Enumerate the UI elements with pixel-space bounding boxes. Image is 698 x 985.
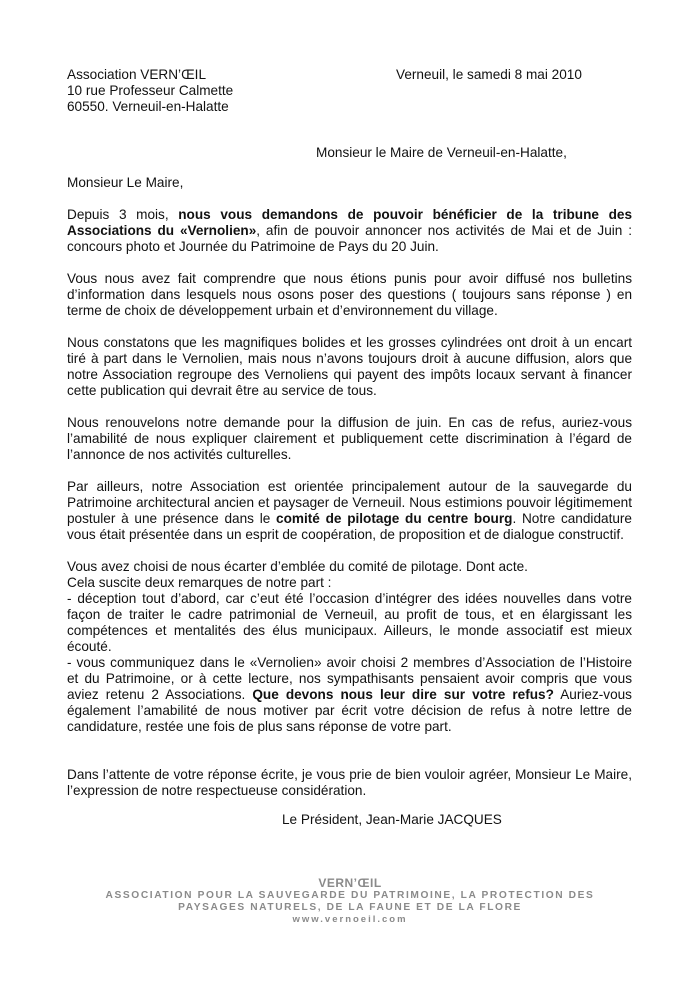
sender-city: 60550. Verneuil-en-Halatte [67, 99, 229, 114]
recipient: Monsieur le Maire de Verneuil-en-Halatte, [316, 145, 567, 160]
paragraph-3: Nous constatons que les magnifiques bolides et les grosses cylindrées ont droit à un encart tiré à part dans le Vernolien, mais nous n’avons toujours droit à aucune diffusion, alors que notre Association regroupe des Vernoliens qui payent des impôts locaux servant à financer cette publication qui devrait être au service de tous. [67, 335, 632, 398]
paragraph-5-emphasis: comité de pilotage du centre bourg [276, 511, 513, 526]
salutation: Monsieur Le Maire, [67, 175, 184, 190]
footer-tagline-2: PAYSAGES NATURELS, DE LA FAUNE ET DE LA FLORE [178, 902, 522, 913]
footer-tagline-1: ASSOCIATION POUR LA SAUVEGARDE DU PATRIMOINE, LA PROTECTION DES [105, 890, 595, 901]
sender-name: Association VERN’ŒIL [67, 67, 207, 82]
sender-address [67, 67, 233, 115]
paragraph-5-text-c: . Notre candidature vous était présentée dans un esprit de coopération, de proposition et de dialogue constructif. [67, 511, 632, 542]
paragraph-4: Nous renouvelons notre demande pour la diffusion de juin. En cas de refus, auriez-vous l’amabilité de nous expliquer clairement et publiquement cette discrimination à l’égard de l’annonce de nos activités culturelles. [67, 415, 632, 462]
closing-paragraph: Dans l’attente de votre réponse écrite, je vous prie de bien vouloir agréer, Monsieur Le Maire, l’expression de notre respectueuse considération. [67, 767, 632, 798]
sender-street: 10 rue Professeur Calmette [67, 83, 234, 98]
paragraph-5-text-a: Par ailleurs, notre Association est orientée principalement autour de la sauvegarde du Patrimoine architectural ancien et paysager de Verneuil. Nous estimions pouvoir légitimement postuler à une présence dans le [67, 479, 632, 526]
paragraph-6-line-2: Cela suscite deux remarques de notre part : [67, 575, 332, 590]
place-date: Verneuil, le samedi 8 mai 2010 [396, 67, 582, 82]
remark-2-text-a: - vous communiquez dans le «Vernolien» avoir choisi 2 membres d’Association de l’Histoire et du Patrimoine, or à cette lecture, nos sympathisants pensaient avoir compris que vous aviez retenu 2 Associations. [67, 655, 632, 702]
paragraph-6-line-1: Vous avez choisi de nous écarter d’emblée du comité de pilotage. Dont acte. [67, 559, 528, 574]
remark-2-text-c: Auriez-vous également l’amabilité de nous motiver par écrit votre décision de refus à notre lettre de candidature, restée une fois de plus sans réponse de votre part. [67, 687, 632, 734]
paragraph-5 [67, 479, 632, 543]
remark-2-emphasis: Que devons nous leur dire sur votre refus? [252, 687, 554, 702]
paragraph-2: Vous nous avez fait comprendre que nous étions punis pour avoir diffusé nos bulletins d’information dans lesquels nous osons poser des questions ( toujours sans réponse ) en terme de choix de développement urbain et d’environnement du village. [67, 271, 632, 318]
footer-org-name: VERN’ŒIL [318, 876, 382, 890]
letter-body [67, 175, 632, 799]
paragraph-1-text-c: , afin de pouvoir annoncer nos activités de Mai et de Juin : concours photo et Journée du Patrimoine de Pays du 20 Juin. [67, 223, 632, 254]
footer [60, 876, 640, 925]
footer-website: www.vernoeil.com [292, 914, 408, 925]
signature: Le Président, Jean-Marie JACQUES [282, 812, 502, 827]
paragraph-1 [67, 207, 632, 255]
paragraph-6-remark-2 [67, 655, 632, 735]
paragraph-1-text-a: Depuis 3 mois, [67, 207, 179, 222]
paragraph-1-emphasis: nous vous demandons de pouvoir bénéficier de la tribune des Associations du «Vernolien» [67, 207, 633, 238]
paragraph-6-remark-1: - déception tout d’abord, car c’eut été l’occasion d’intégrer des idées nouvelles dans votre façon de traiter le cadre patrimonial de Verneuil, au profit de tous, et en élargissant les compétences et mentalités des élus municipaux. Ailleurs, le monde associatif est mieux écouté. [67, 591, 632, 654]
